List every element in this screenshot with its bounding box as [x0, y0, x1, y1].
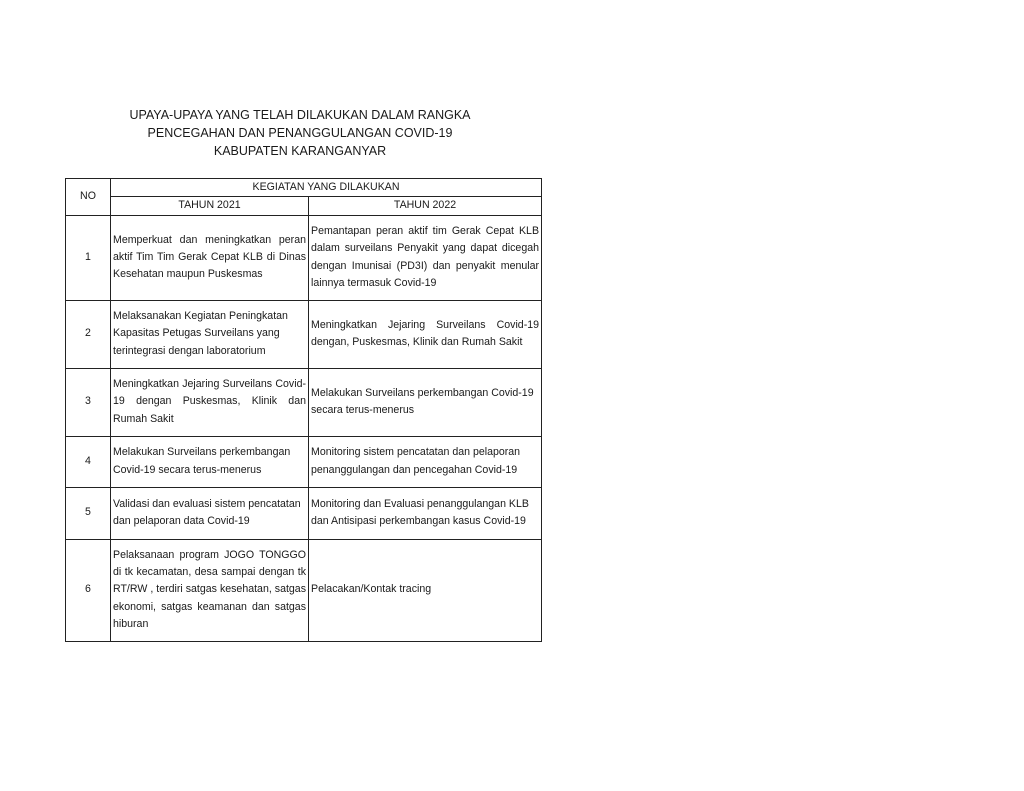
row-number: 6 — [66, 539, 111, 641]
activity-2021: Meningkatkan Jejaring Surveilans Covid-19 dengan Puskesmas, Klinik dan Rumah Sakit — [111, 368, 309, 436]
header-no: NO — [66, 179, 111, 216]
table-row — [66, 487, 542, 539]
table-row — [66, 539, 542, 641]
activity-2021: Validasi dan evaluasi sistem pencatatan dan pelaporan data Covid-19 — [111, 487, 309, 539]
table-row — [66, 215, 542, 300]
table-row — [66, 436, 542, 487]
header-year-2022: TAHUN 2022 — [309, 197, 542, 215]
activity-2021: Memperkuat dan meningkatkan peran aktif Tim Tim Gerak Cepat KLB di Dinas Kesehatan maupun Puskesmas — [111, 215, 309, 300]
title-line-3: KABUPATEN KARANGANYAR — [213, 144, 387, 158]
activity-2022: Pemantapan peran aktif tim Gerak Cepat KLB dalam surveilans Penyakit yang dapat dicegah dengan Imunisai (PD3I) dan penyakit menular lainnya termasuk Covid-19 — [309, 215, 542, 300]
activities-table — [65, 178, 542, 642]
activity-2021: Pelaksanaan program JOGO TONGGO di tk kecamatan, desa sampai dengan tk RT/RW , terdiri satgas kesehatan, satgas ekonomi, satgas keamanan dan satgas hiburan — [111, 539, 309, 641]
table-row — [66, 368, 542, 436]
row-number: 4 — [66, 436, 111, 487]
row-number: 2 — [66, 300, 111, 368]
activity-2022: Monitoring dan Evaluasi penanggulangan KLB dan Antisipasi perkembangan kasus Covid-19 — [309, 487, 542, 539]
activity-2022: Pelacakan/Kontak tracing — [309, 539, 542, 641]
activity-2022: Meningkatkan Jejaring Surveilans Covid-19 dengan, Puskesmas, Klinik dan Rumah Sakit — [309, 300, 542, 368]
activity-2021: Melakukan Surveilans perkembangan Covid-19 secara terus-menerus — [111, 436, 309, 487]
row-number: 1 — [66, 215, 111, 300]
activity-2022: Melakukan Surveilans perkembangan Covid-19 secara terus-menerus — [309, 368, 542, 436]
header-year-2021: TAHUN 2021 — [111, 197, 309, 215]
title-line-2: PENCEGAHAN DAN PENANGGULANGAN COVID-19 — [147, 126, 453, 140]
title-line-1: UPAYA-UPAYA YANG TELAH DILAKUKAN DALAM RANGKA — [129, 108, 471, 122]
activity-2021: Melaksanakan Kegiatan Peningkatan Kapasitas Petugas Surveilans yang terintegrasi dengan laboratorium — [111, 300, 309, 368]
table-row — [66, 300, 542, 368]
row-number: 5 — [66, 487, 111, 539]
header-activities: KEGIATAN YANG DILAKUKAN — [111, 179, 542, 197]
activity-2022: Monitoring sistem pencatatan dan pelaporan penanggulangan dan pencegahan Covid-19 — [309, 436, 542, 487]
document-title — [60, 106, 540, 160]
row-number: 3 — [66, 368, 111, 436]
